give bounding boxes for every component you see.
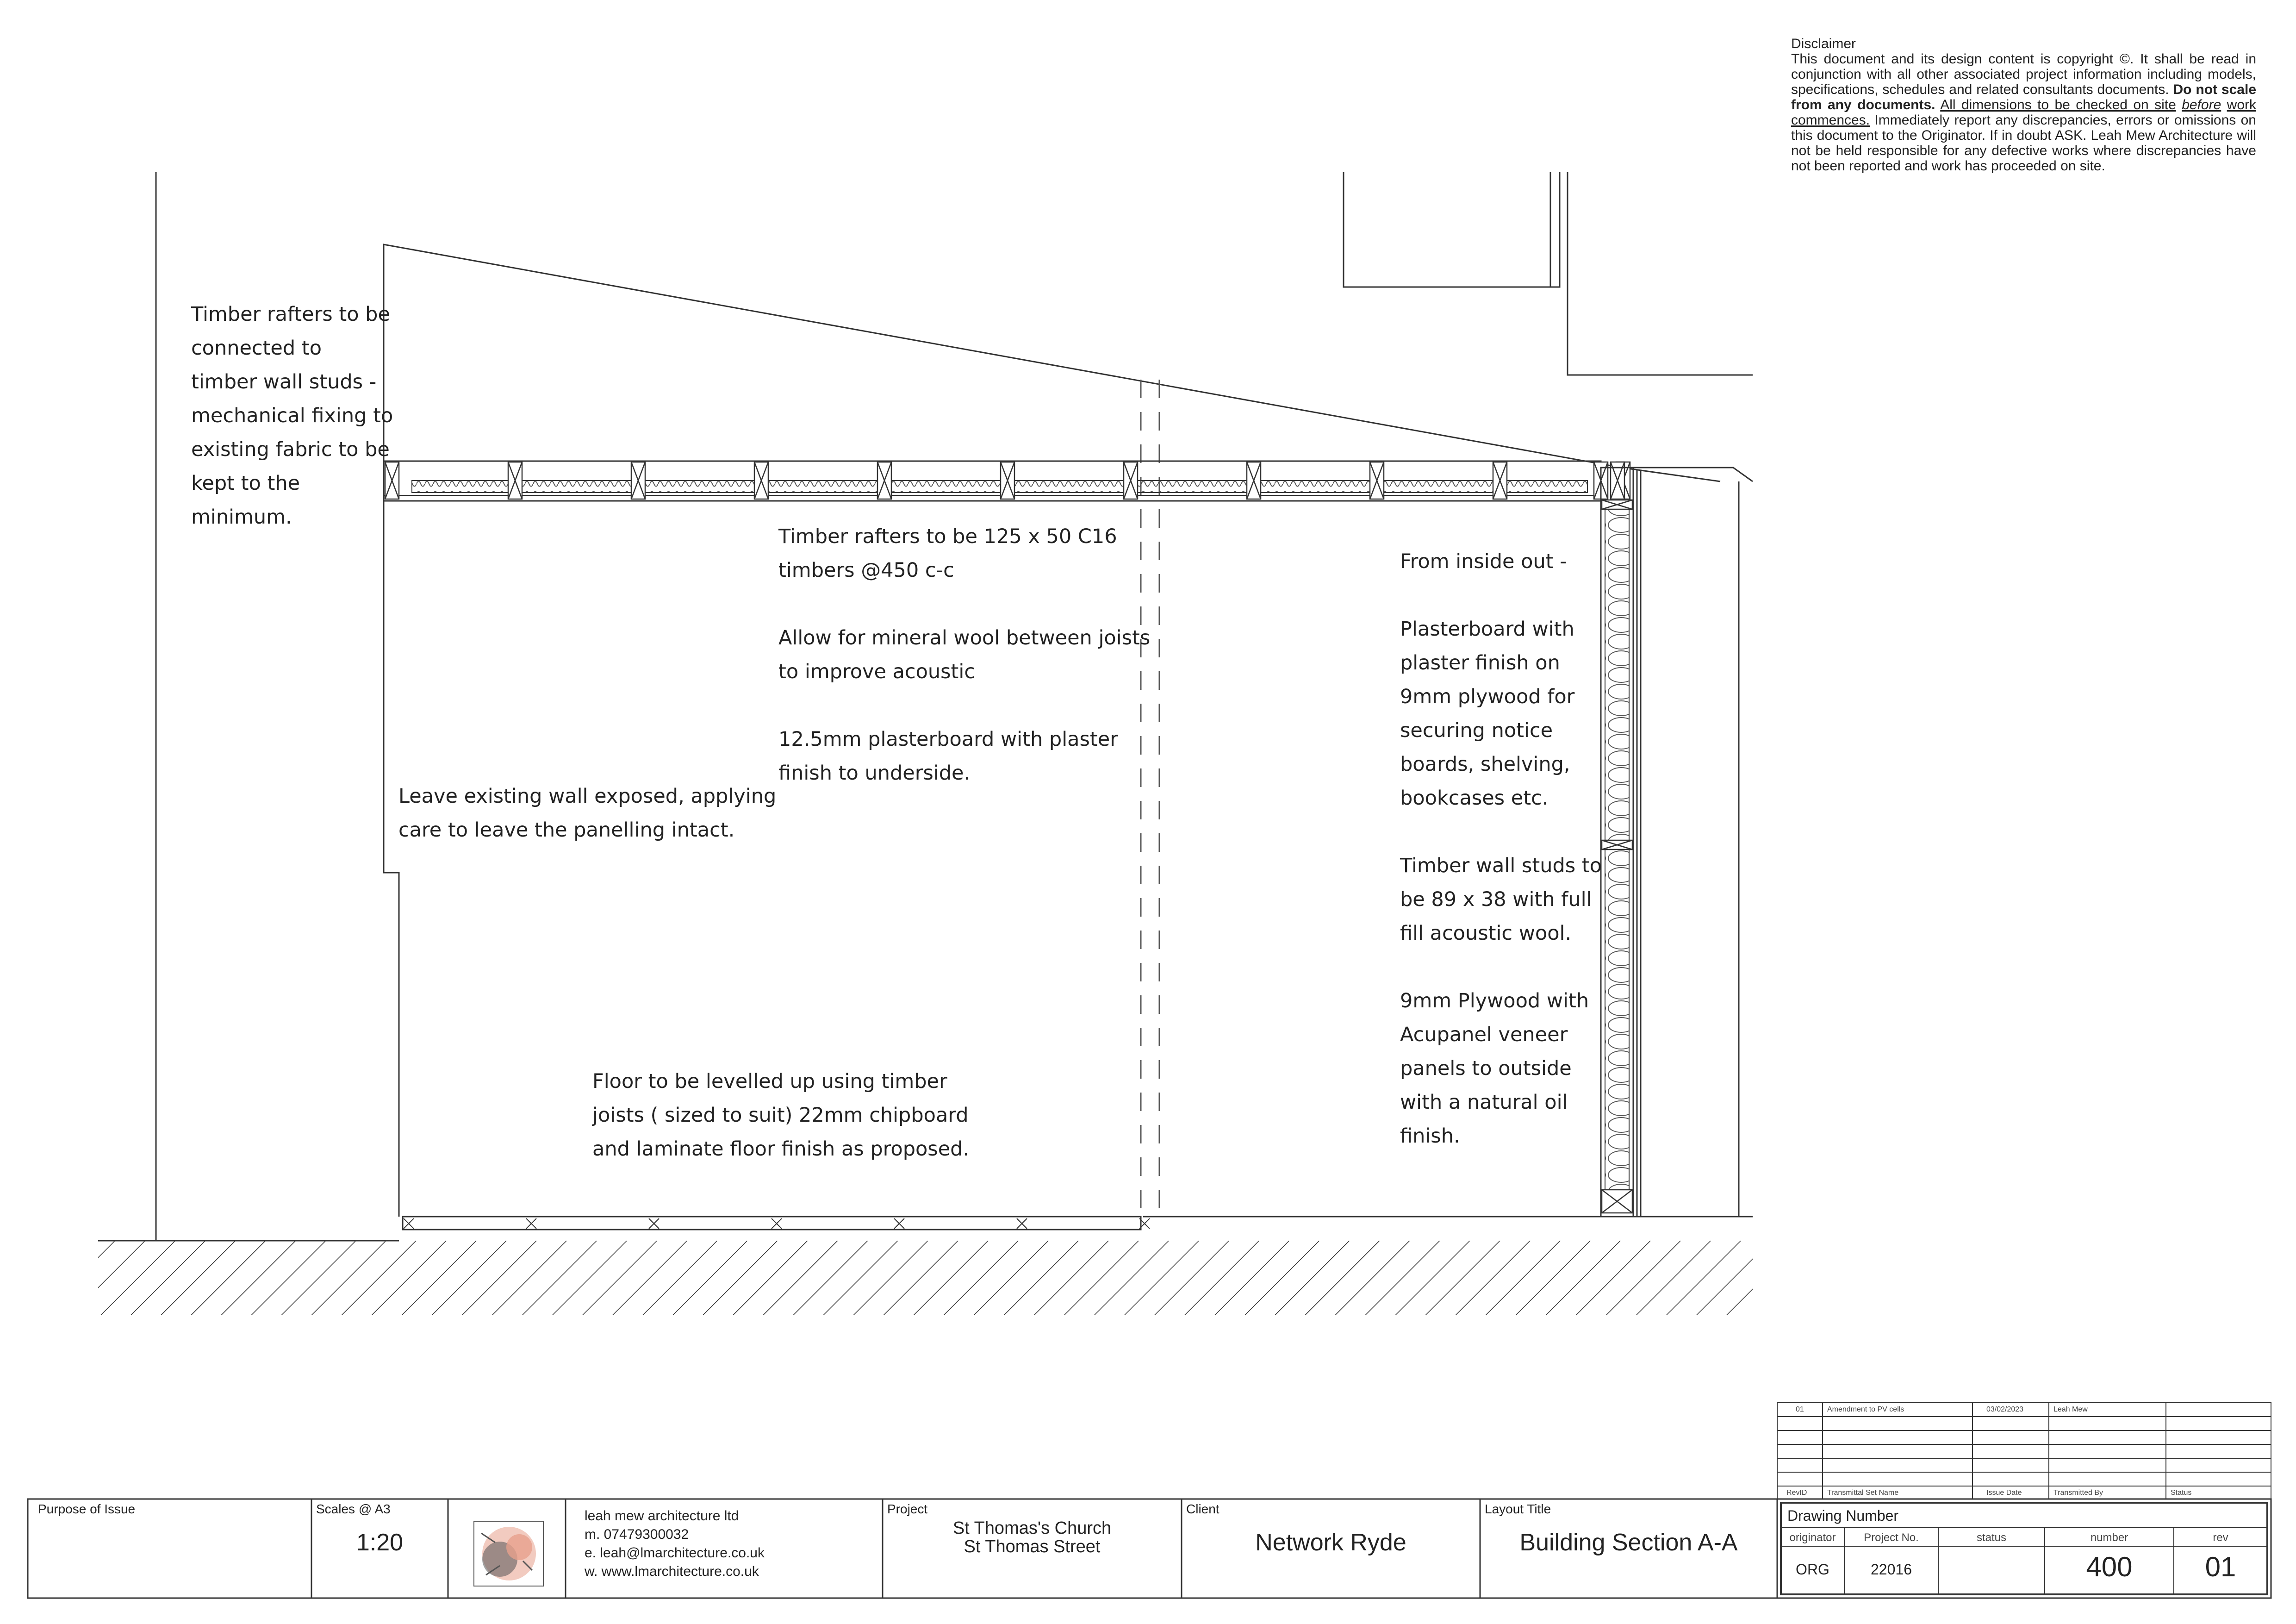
roof-construction xyxy=(384,461,1630,501)
company-logo xyxy=(467,1515,551,1593)
floor-construction xyxy=(403,1217,1150,1230)
scale-value: 1:20 xyxy=(356,1529,404,1556)
layout-title-label: Layout Title xyxy=(1485,1502,1551,1516)
disclaimer-underline-1: All dimensions to be checked on site xyxy=(1940,97,2176,112)
disclaimer xyxy=(1791,36,2256,174)
project-label: Project xyxy=(887,1502,928,1516)
rev-header-status: Status xyxy=(2171,1489,2192,1497)
wall-construction xyxy=(1601,468,1641,1217)
ground-hatch xyxy=(98,1241,1753,1315)
rev-row-date: 03/02/2023 xyxy=(1986,1405,2024,1413)
note-existing-wall: Leave existing wall exposed, applying care to leave the panelling intact. xyxy=(398,785,777,842)
note-floor: Floor to be levelled up using timber joists ( sized to suit) 22mm chipboard and laminate floor finish as proposed. xyxy=(592,1070,970,1161)
drawing-number-label: Drawing Number xyxy=(1787,1507,1899,1524)
disclaimer-text-1: This document and its design content is copyright ©. It shall be read in conjunction with all other associated project information including models, specifications, schedules and related consultants documents. xyxy=(1791,51,2256,97)
disclaimer-underline-2: work commences. xyxy=(1791,97,2256,128)
company-phone: m. 07479300032 xyxy=(585,1527,689,1542)
disclaimer-underline-italic: before xyxy=(2182,97,2221,112)
dn-rev: 01 xyxy=(2205,1551,2236,1582)
dn-header-rev: rev xyxy=(2213,1531,2228,1544)
project-line-1: St Thomas's Church xyxy=(952,1518,1112,1538)
note-rafter-connection: Timber rafters to be connected to timber wall studs - mechanical fixing to existing fabric to be kept to the minimum. xyxy=(191,303,393,529)
disclaimer-bold: Do not scale from any documents. xyxy=(1791,82,2257,112)
company-website[interactable]: w. www.lmarchitecture.co.uk xyxy=(585,1564,759,1579)
rev-row-id: 01 xyxy=(1796,1405,1804,1413)
client-name: Network Ryde xyxy=(1255,1529,1406,1556)
rev-row-by: Leah Mew xyxy=(2053,1405,2088,1413)
layout-title: Building Section A-A xyxy=(1519,1529,1738,1556)
note-roof-spec: Timber rafters to be 125 x 50 C16 timbers @450 c-c Allow for mineral wool between joists to improve acoustic 12.5mm plasterboard with plaster finish to underside. xyxy=(778,525,1151,785)
dn-header-project-no: Project No. xyxy=(1864,1531,1919,1544)
note-wall-spec: From inside out - Plasterboard with plaster finish on 9mm plywood for securing notice boards, shelving, bookcases etc. Timber wall studs to be 89 x 38 with full fill acoustic wool. 9mm Plywood with Acupanel veneer panels to outside with a natural oil finish. xyxy=(1400,550,1602,1148)
purpose-label: Purpose of Issue xyxy=(38,1502,136,1516)
rev-row-description: Amendment to PV cells xyxy=(1827,1405,1904,1413)
disclaimer-heading: Disclaimer xyxy=(1791,36,1856,51)
dn-project-no: 22016 xyxy=(1871,1561,1912,1578)
dn-number: 400 xyxy=(2086,1551,2133,1582)
company-name: leah mew architecture ltd xyxy=(585,1508,739,1524)
rev-header-revid: RevID xyxy=(1786,1489,1807,1497)
company-email[interactable]: e. leah@lmarchitecture.co.uk xyxy=(585,1545,765,1561)
rev-header-set: Transmittal Set Name xyxy=(1827,1489,1899,1497)
dn-header-number: number xyxy=(2090,1531,2128,1544)
scales-label: Scales @ A3 xyxy=(316,1502,391,1516)
disclaimer-text-2: Immediately report any discrepancies, errors or omissions on this document to the Originator. If in doubt ASK. Leah Mew Architecture will not be held responsible for any defective works where discrepancies have not been reported and work has proceeded on site. xyxy=(1791,112,2256,174)
rev-header-date: Issue Date xyxy=(1986,1489,2022,1497)
rev-header-by: Transmitted By xyxy=(2053,1489,2103,1497)
dn-header-status: status xyxy=(1976,1531,2007,1544)
revision-table-grid xyxy=(1777,1403,2271,1499)
client-label: Client xyxy=(1186,1502,1220,1516)
project-line-2: St Thomas Street xyxy=(964,1537,1101,1556)
dn-header-originator: originator xyxy=(1789,1531,1836,1544)
dn-originator: ORG xyxy=(1796,1561,1829,1578)
